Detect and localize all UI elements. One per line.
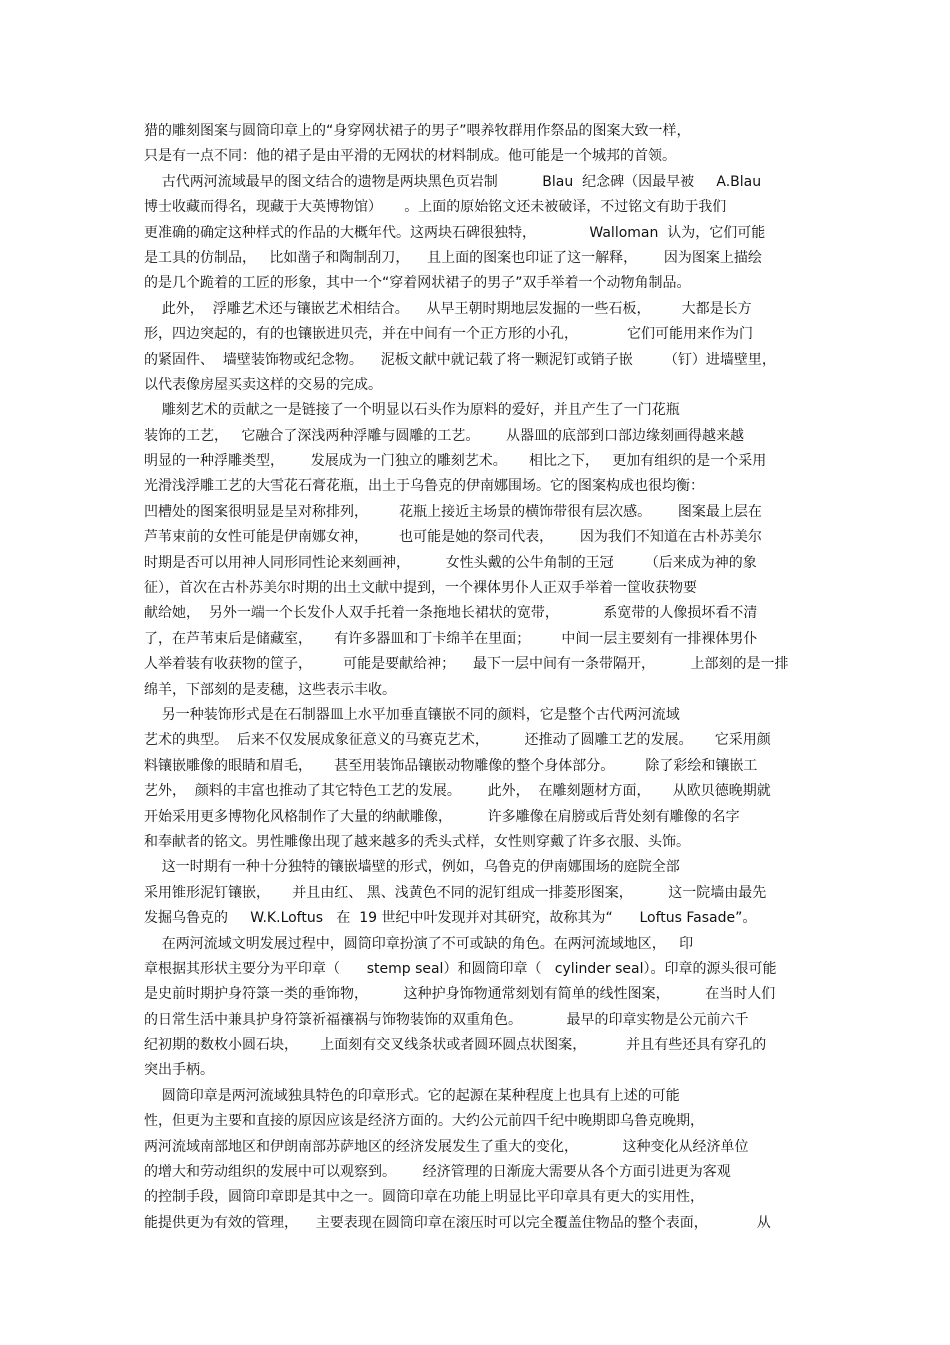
text-line: 形，四边突起的，有的也镶嵌进贝壳，并在中间有一个正方形的小孔， 它们可能用来作为门 <box>144 326 753 343</box>
text-line: 献给她， 另外一端一个长发仆人双手托着一条拖地长裙状的宽带， 系宽带的人像损坏看不清 <box>144 605 758 622</box>
text-line: 绵羊，下部刻的是麦穗，这些表示丰收。 <box>144 681 396 698</box>
text-line: 纪初期的数枚小圆石块， 上面刻有交叉线条状或者圆环圆点状图案， 并且有些还具有穿孔的 <box>144 1037 767 1054</box>
text-line: 凹槽处的图案很明显是呈对称排列， 花瓶上接近主场景的横饰带很有层次感。 图案最上层在 <box>144 503 762 520</box>
text-line: 这一时期有一种十分独特的镶嵌墙壁的形式，例如，乌鲁克的伊南娜围场的庭院全部 <box>144 859 680 876</box>
text-line: 圆筒印章是两河流域独具特色的印章形式。它的起源在某种程度上也具有上述的可能 <box>144 1087 680 1104</box>
text-line: 人举着装有收获物的筐子， 可能是要献给神； 最下一层中间有一条带隔开， 上部刻的是一排 <box>144 656 789 673</box>
text-line: 和奉献者的铭文。男性雕像出现了越来越多的秃头式样，女性则穿戴了许多衣服、头饰。 <box>144 833 690 850</box>
text-line: 另一种装饰形式是在石制器皿上水平加垂直镶嵌不同的颜料，它是整个古代两河流域 <box>144 706 680 723</box>
text-line: 两河流域南部地区和伊朗南部苏萨地区的经济发展发生了重大的变化， 这种变化从经济单位 <box>144 1138 749 1155</box>
text-line: 的日常生活中兼具护身符箓祈福禳祸与饰物装饰的双重角色。 最早的印章实物是公元前六千 <box>144 1011 749 1028</box>
text-line: 了，在芦苇束后是储藏室， 有许多器皿和丁卡绵羊在里面； 中间一层主要刻有一排裸体男仆 <box>144 630 758 647</box>
document-body <box>144 119 808 1236</box>
text-line: 光滑浅浮雕工艺的大雪花石膏花瓶，出土于乌鲁克的伊南娜围场。它的图案构成也很均衡： <box>144 478 704 495</box>
text-line: 开始采用更多博物化风格制作了大量的纳献雕像， 许多雕像在肩膀或后背处刻有雕像的名字 <box>144 808 740 825</box>
text-line: 突出手柄。 <box>144 1062 214 1079</box>
text-line: 古代两河流域最早的图文结合的遗物是两块黑色页岩制 Blau 纪念碑（因最早被 A.Blau <box>144 173 762 190</box>
text-line: 博士收藏而得名，现藏于大英博物馆） 。上面的原始铭文还未被破译，不过铭文有助于我们 <box>144 199 727 216</box>
text-line: 此外， 浮雕艺术还与镶嵌艺术相结合。 从早王朝时期地层发掘的一些石板， 大都是长方 <box>144 300 752 317</box>
text-line: 艺术的典型。 后来不仅发展成象征意义的马赛克艺术， 还推动了圆雕工艺的发展。 它采用颜 <box>144 732 771 749</box>
text-line: 艺外， 颜料的丰富也推动了其它特色工艺的发展。 此外， 在雕刻题材方面， 从欧贝德晚期就 <box>144 783 771 800</box>
text-line: 性，但更为主要和直接的原因应该是经济方面的。大约公元前四千纪中晚期即乌鲁克晚期， <box>144 1113 704 1130</box>
text-line: 的紧固件、 墙壁装饰物或纪念物。 泥板文献中就记载了将一颗泥钉或销子嵌 （钉）进墙壁里， <box>144 351 776 368</box>
text-line: 猎的雕刻图案与圆筒印章上的“身穿网状裙子的男子”喂养牧群用作祭品的图案大致一样， <box>144 123 691 139</box>
text-line: 章根据其形状主要分为平印章（ stemp seal）和圆筒印章（ cylinder seal）。印章的源头很可能 <box>144 960 777 977</box>
text-line: 料镶嵌雕像的眼睛和眉毛， 甚至用装饰品镶嵌动物雕像的整个身体部分。 除了彩绘和镶嵌工 <box>144 757 758 774</box>
text-line: 以代表像房屋买卖这样的交易的完成。 <box>144 376 382 393</box>
text-line: 时期是否可以用神人同形同性论来刻画神， 女性头戴的公牛角制的王冠 （后来成为神的象 <box>144 554 757 571</box>
text-line: 是工具的仿制品， 比如凿子和陶制刮刀， 且上面的图案也印证了这一解释， 因为图案上描绘 <box>144 249 762 266</box>
text-line: 装饰的工艺， 它融合了深浅两种浮雕与圆雕的工艺。 从器皿的底部到口部边缘刻画得越来越 <box>144 427 745 444</box>
text-line: 在两河流域文明发展过程中，圆筒印章扮演了不可或缺的角色。在两河流域地区， 印 <box>144 935 694 952</box>
text-line: 芦苇束前的女性可能是伊南娜女神， 也可能是她的祭司代表， 因为我们不知道在古朴苏美尔 <box>144 529 762 546</box>
text-line: 是史前时期护身符箓一类的垂饰物， 这种护身饰物通常刻划有简单的线性图案， 在当时人们 <box>144 986 776 1003</box>
text-line: 的是几个跪着的工匠的形象，其中一个“穿着网状裙子的男子”双手举着一个动物角制品。 <box>144 275 691 292</box>
text-line: 雕刻艺术的贡献之一是链接了一个明显以石头作为原料的爱好，并且产生了一门花瓶 <box>144 402 680 419</box>
text-line: 能提供更为有效的管理， 主要表现在圆筒印章在滚压时可以完全覆盖住物品的整个表面， 从 <box>144 1214 771 1231</box>
text-line: 征），首次在古朴苏美尔时期的出土文献中提到，一个裸体男仆人正双手举着一筐收获物要 <box>144 580 697 597</box>
text-line: 明显的一种浮雕类型， 发展成为一门独立的雕刻艺术。 相比之下， 更加有组织的是一个采用 <box>144 453 767 470</box>
text-line: 的增大和劳动组织的发展中可以观察到。 经济管理的日渐庞大需要从各个方面引进更为客观 <box>144 1164 731 1181</box>
text-line: 的控制手段，圆筒印章即是其中之一。圆筒印章在功能上明显比平印章具有更大的实用性， <box>144 1189 704 1206</box>
text-line: 更准确的确定这种样式的作品的大概年代。这两块石碑很独特， Walloman 认为，它们可能 <box>144 224 766 241</box>
text-line: 发掘乌鲁克的 W.K.Loftus 在 19 世纪中叶发现并对其研究，故称其为“ Loftus Fasade”。 <box>144 910 757 927</box>
text-line: 只是有一点不同：他的裙子是由平滑的无网状的材料制成。他可能是一个城邦的首领。 <box>144 148 676 165</box>
text-line: 采用锥形泥钉镶嵌， 并且由红、 黑、浅黄色不同的泥钉组成一排菱形图案， 这一院墙由最先 <box>144 884 767 901</box>
